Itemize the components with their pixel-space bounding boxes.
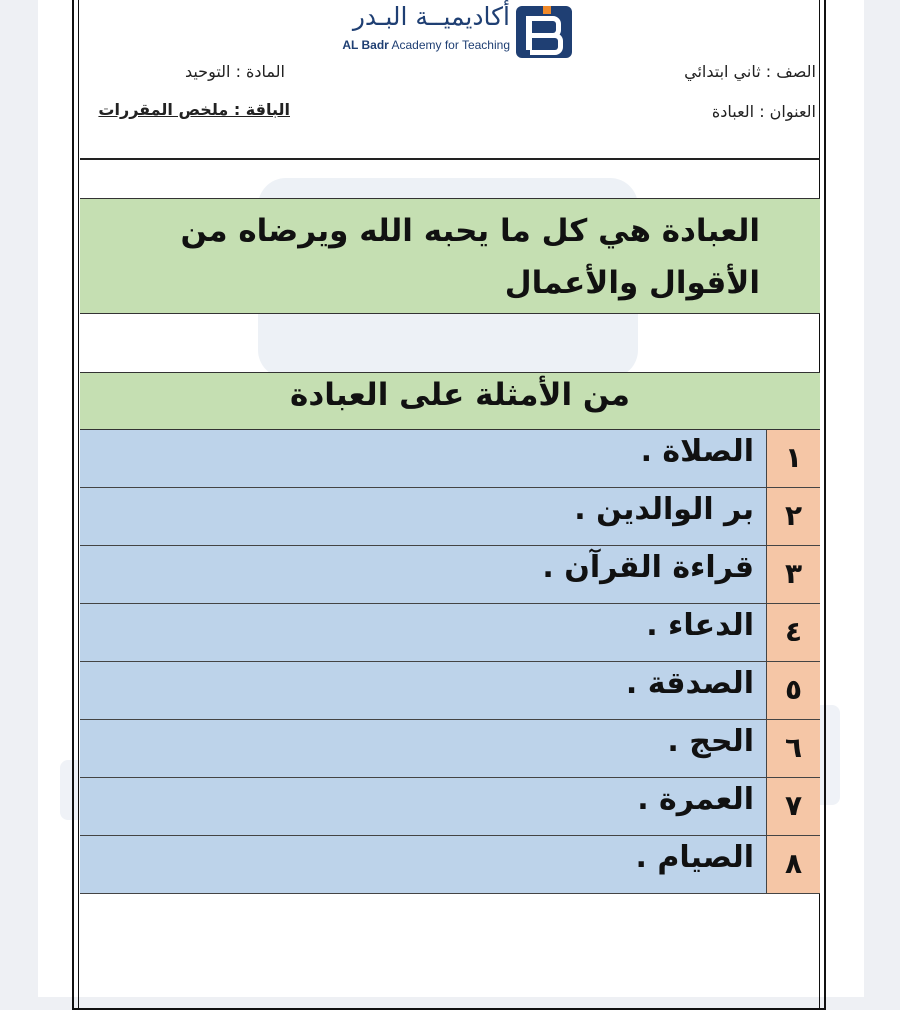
subject-label: المادة : التوحيد <box>184 62 285 81</box>
item-number: ٢ <box>766 488 820 545</box>
definition-box <box>80 198 820 314</box>
academy-name-arabic: أكاديميــة البـدر <box>352 2 510 31</box>
item-text: قراءة القرآن . <box>542 550 754 585</box>
item-text: الدعاء . <box>646 608 754 643</box>
list-item <box>80 488 820 546</box>
list-item <box>80 604 820 662</box>
package-label: الباقة : ملخص المقررات <box>98 100 290 119</box>
list-item <box>80 836 820 894</box>
item-text: الصيام . <box>635 840 754 875</box>
item-number: ٤ <box>766 604 820 661</box>
examples-heading: من الأمثلة على العبادة <box>290 377 630 413</box>
list-item <box>80 720 820 778</box>
grade-label: الصف : ثاني ابتدائي <box>684 62 816 81</box>
item-text: العمرة . <box>637 782 754 817</box>
item-text: بر الوالدين . <box>574 492 754 527</box>
item-text: الصدقة . <box>625 666 754 701</box>
item-number: ٧ <box>766 778 820 835</box>
list-item <box>80 778 820 836</box>
list-item <box>80 430 820 488</box>
item-text: الحج . <box>667 724 754 759</box>
list-item <box>80 546 820 604</box>
item-number: ٥ <box>766 662 820 719</box>
item-number: ١ <box>766 430 820 487</box>
item-number: ٣ <box>766 546 820 603</box>
examples-list <box>80 430 820 894</box>
academy-name-english: AL Badr Academy for Teaching <box>342 38 510 52</box>
definition-text: العبادة هي كل ما يحبه الله ويرضاه من الأقوال والأعمال <box>180 213 760 301</box>
academy-logo-icon <box>516 6 572 58</box>
item-number: ٨ <box>766 836 820 893</box>
examples-heading-box <box>80 372 820 430</box>
item-text: الصلاة . <box>640 434 754 469</box>
header-divider <box>80 158 820 160</box>
item-number: ٦ <box>766 720 820 777</box>
list-item <box>80 662 820 720</box>
lesson-title-label: العنوان : العبادة <box>711 102 816 121</box>
